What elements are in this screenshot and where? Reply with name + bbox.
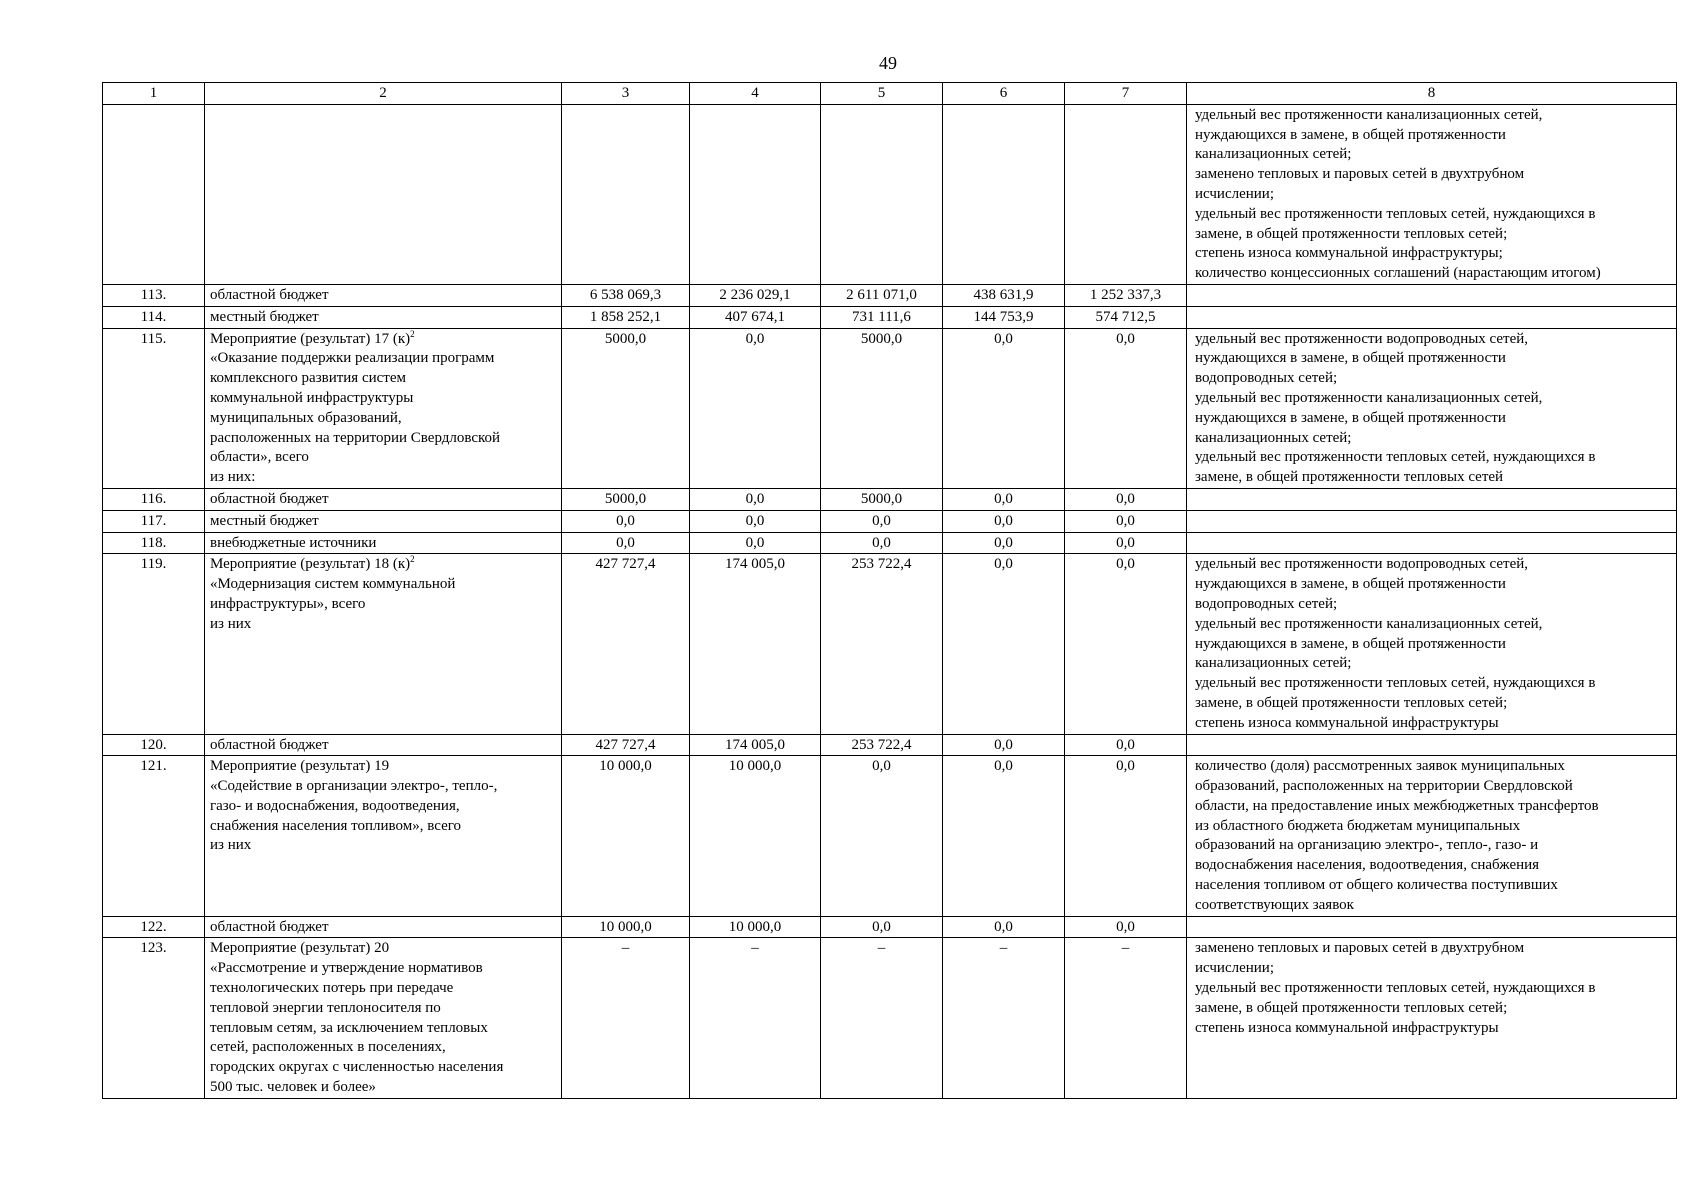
row-number	[103, 104, 205, 284]
result-line: водопроводных сетей;	[1195, 595, 1338, 612]
item-description	[205, 532, 562, 554]
column-header: 4	[690, 83, 821, 105]
result-line: соответствующих заявок	[1195, 896, 1354, 913]
description-line	[210, 939, 556, 959]
value-c3: 0,0	[562, 510, 690, 532]
value-c5: 2 611 071,0	[821, 284, 943, 306]
table-row	[103, 104, 1677, 284]
value-c5: 0,0	[821, 510, 943, 532]
column-header: 6	[943, 83, 1065, 105]
value-c7: 0,0	[1065, 532, 1187, 554]
value-c5: 0,0	[821, 916, 943, 938]
result-line: заменено тепловых и паровых сетей в двухтрубном	[1195, 940, 1525, 957]
result-line: водоснабжения населения, водоотведения, снабжения	[1195, 857, 1540, 874]
value-c5: 0,0	[821, 756, 943, 916]
value-c7: 0,0	[1065, 916, 1187, 938]
description-line	[210, 490, 556, 510]
result-line: удельный вес протяженности канализационных сетей,	[1195, 389, 1543, 406]
value-c4: 0,0	[690, 532, 821, 554]
header-row	[103, 83, 1677, 105]
table-row	[103, 916, 1677, 938]
row-number: 121.	[103, 756, 205, 916]
description-line	[210, 369, 556, 389]
description-line	[210, 1019, 556, 1039]
description-text: Мероприятие (результат) 17 (к)	[210, 330, 411, 347]
value-c6: 438 631,9	[943, 284, 1065, 306]
value-c4: 407 674,1	[690, 306, 821, 328]
budget-table	[102, 82, 1677, 1099]
value-c4: 0,0	[690, 510, 821, 532]
row-number: 120.	[103, 734, 205, 756]
value-c6: 0,0	[943, 532, 1065, 554]
result-indicators	[1187, 916, 1677, 938]
description-line	[210, 736, 556, 756]
value-c3: 10 000,0	[562, 916, 690, 938]
result-line: замене, в общей протяженности тепловых сетей;	[1195, 999, 1508, 1016]
description-line	[210, 979, 556, 999]
footnote-marker: 2	[410, 554, 415, 565]
description-text: из них	[210, 615, 252, 632]
description-text: «Рассмотрение и утверждение нормативов	[210, 960, 483, 977]
description-text: Мероприятие (результат) 19	[210, 758, 390, 775]
description-text: внебюджетные источники	[210, 534, 377, 551]
description-text: Мероприятие (результат) 18 (к)	[210, 556, 411, 573]
description-text: областной бюджет	[210, 736, 329, 753]
description-text: 500 тыс. человек и более»	[210, 1079, 376, 1096]
description-line	[210, 286, 556, 306]
description-text: снабжения населения топливом», всего	[210, 817, 462, 834]
result-line: из областного бюджета бюджетам муниципальных	[1195, 817, 1521, 834]
value-c7: 0,0	[1065, 554, 1187, 734]
value-c6	[943, 104, 1065, 284]
description-line	[210, 512, 556, 532]
value-c6: 0,0	[943, 756, 1065, 916]
result-line: количество (доля) рассмотренных заявок муниципальных	[1195, 758, 1565, 775]
result-indicators	[1187, 938, 1677, 1098]
value-c7: 574 712,5	[1065, 306, 1187, 328]
table-row	[103, 532, 1677, 554]
value-c5: 0,0	[821, 532, 943, 554]
value-c5	[821, 104, 943, 284]
row-number: 116.	[103, 488, 205, 510]
value-c6: 0,0	[943, 554, 1065, 734]
description-line	[210, 918, 556, 938]
description-line	[210, 615, 556, 635]
result-line: удельный вес протяженности канализационных сетей,	[1195, 106, 1543, 123]
value-c5: –	[821, 938, 943, 1098]
column-header: 7	[1065, 83, 1187, 105]
result-line: удельный вес протяженности тепловых сетей, нуждающихся в	[1195, 205, 1596, 222]
description-line	[210, 555, 556, 575]
description-line	[210, 534, 556, 554]
result-line: количество концессионных соглашений (нарастающим итогом)	[1195, 265, 1601, 282]
value-c5: 5000,0	[821, 328, 943, 488]
result-indicators	[1187, 104, 1677, 284]
description-line	[210, 575, 556, 595]
value-c4: 0,0	[690, 328, 821, 488]
description-line	[210, 429, 556, 449]
result-line: замене, в общей протяженности тепловых сетей	[1195, 469, 1504, 486]
result-line: удельный вес протяженности канализационных сетей,	[1195, 615, 1543, 632]
value-c5: 253 722,4	[821, 734, 943, 756]
column-header: 5	[821, 83, 943, 105]
description-text: из них	[210, 837, 252, 854]
result-line: степень износа коммунальной инфраструктуры;	[1195, 245, 1503, 262]
description-text: местный бюджет	[210, 512, 319, 529]
description-text: «Модернизация систем коммунальной	[210, 576, 456, 593]
result-line: заменено тепловых и паровых сетей в двухтрубном	[1195, 166, 1525, 183]
description-line	[210, 757, 556, 777]
result-line: удельный вес протяженности водопроводных сетей,	[1195, 330, 1529, 347]
description-line	[210, 797, 556, 817]
value-c3: 1 858 252,1	[562, 306, 690, 328]
column-header: 3	[562, 83, 690, 105]
value-c4: 10 000,0	[690, 756, 821, 916]
description-line	[210, 817, 556, 837]
table-row	[103, 284, 1677, 306]
description-text: тепловой энергии теплоносителя по	[210, 999, 441, 1016]
item-description	[205, 554, 562, 734]
description-line	[210, 308, 556, 328]
description-text: «Содействие в организации электро-, тепло-,	[210, 778, 498, 795]
value-c4: 10 000,0	[690, 916, 821, 938]
result-line: нуждающихся в замене, в общей протяженности	[1195, 126, 1506, 143]
item-description	[205, 916, 562, 938]
description-line	[210, 349, 556, 369]
result-line: нуждающихся в замене, в общей протяженности	[1195, 576, 1506, 593]
value-c7: 0,0	[1065, 734, 1187, 756]
result-indicators	[1187, 306, 1677, 328]
description-text: технологических потерь при передаче	[210, 980, 454, 997]
item-description	[205, 284, 562, 306]
value-c7: 0,0	[1065, 510, 1187, 532]
result-indicators	[1187, 488, 1677, 510]
row-number: 113.	[103, 284, 205, 306]
description-line	[210, 1078, 556, 1098]
description-text: газо- и водоснабжения, водоотведения,	[210, 797, 460, 814]
description-text: комплексного развития систем	[210, 370, 407, 387]
item-description	[205, 328, 562, 488]
column-header: 8	[1187, 83, 1677, 105]
result-line: степень износа коммунальной инфраструктуры	[1195, 714, 1499, 731]
result-line: области, на предоставление иных межбюджетных трансфертов	[1195, 797, 1599, 814]
value-c6: 0,0	[943, 734, 1065, 756]
value-c3: 427 727,4	[562, 554, 690, 734]
description-text: областной бюджет	[210, 490, 329, 507]
result-line: образований на организацию электро-, тепло-, газо- и	[1195, 837, 1539, 854]
value-c3: 5000,0	[562, 328, 690, 488]
value-c7: 0,0	[1065, 756, 1187, 916]
value-c4: –	[690, 938, 821, 1098]
value-c7: 0,0	[1065, 328, 1187, 488]
result-line: исчислении;	[1195, 185, 1275, 202]
description-text: местный бюджет	[210, 308, 319, 325]
result-indicators	[1187, 328, 1677, 488]
result-line: замене, в общей протяженности тепловых сетей;	[1195, 694, 1508, 711]
result-line: удельный вес протяженности тепловых сетей, нуждающихся в	[1195, 675, 1596, 692]
item-description	[205, 734, 562, 756]
item-description	[205, 938, 562, 1098]
result-indicators	[1187, 756, 1677, 916]
result-line: степень износа коммунальной инфраструктуры	[1195, 1019, 1499, 1036]
row-number: 117.	[103, 510, 205, 532]
result-line: канализационных сетей;	[1195, 429, 1352, 446]
result-line: канализационных сетей;	[1195, 146, 1352, 163]
value-c6: –	[943, 938, 1065, 1098]
table-row	[103, 488, 1677, 510]
description-text: областной бюджет	[210, 918, 329, 935]
value-c6: 0,0	[943, 328, 1065, 488]
value-c3: 10 000,0	[562, 756, 690, 916]
value-c4	[690, 104, 821, 284]
description-text: сетей, расположенных в поселениях,	[210, 1039, 446, 1056]
description-text: расположенных на территории Свердловской	[210, 429, 501, 446]
value-c4: 174 005,0	[690, 554, 821, 734]
description-line	[210, 595, 556, 615]
item-description	[205, 756, 562, 916]
table-row	[103, 938, 1677, 1098]
result-line: замене, в общей протяженности тепловых сетей;	[1195, 225, 1508, 242]
description-line	[210, 959, 556, 979]
value-c4: 2 236 029,1	[690, 284, 821, 306]
value-c5: 5000,0	[821, 488, 943, 510]
item-description	[205, 306, 562, 328]
description-line	[210, 468, 556, 488]
description-line	[210, 836, 556, 856]
value-c7	[1065, 104, 1187, 284]
result-indicators	[1187, 284, 1677, 306]
row-number: 123.	[103, 938, 205, 1098]
item-description	[205, 488, 562, 510]
table-row	[103, 328, 1677, 488]
value-c6: 0,0	[943, 510, 1065, 532]
table-row	[103, 756, 1677, 916]
description-text: области», всего	[210, 449, 309, 466]
item-description	[205, 510, 562, 532]
value-c3	[562, 104, 690, 284]
value-c7: –	[1065, 938, 1187, 1098]
page-number: 49	[879, 53, 897, 73]
result-line: нуждающихся в замене, в общей протяженности	[1195, 409, 1506, 426]
table-row	[103, 306, 1677, 328]
value-c6: 0,0	[943, 916, 1065, 938]
result-indicators	[1187, 532, 1677, 554]
result-line: водопроводных сетей;	[1195, 370, 1338, 387]
value-c4: 0,0	[690, 488, 821, 510]
footnote-marker: 2	[410, 328, 415, 339]
result-line: населения топливом от общего количества поступивших	[1195, 877, 1558, 894]
description-text: из них:	[210, 469, 256, 486]
row-number: 114.	[103, 306, 205, 328]
item-description	[205, 104, 562, 284]
description-text: городских округах с численностью населения	[210, 1059, 504, 1076]
result-line: удельный вес протяженности тепловых сетей, нуждающихся в	[1195, 980, 1596, 997]
result-indicators	[1187, 734, 1677, 756]
row-number: 115.	[103, 328, 205, 488]
value-c5: 731 111,6	[821, 306, 943, 328]
result-line: канализационных сетей;	[1195, 655, 1352, 672]
value-c5: 253 722,4	[821, 554, 943, 734]
description-text: Мероприятие (результат) 20	[210, 940, 390, 957]
result-line: исчислении;	[1195, 960, 1275, 977]
description-line	[210, 999, 556, 1019]
value-c7: 1 252 337,3	[1065, 284, 1187, 306]
description-text: инфраструктуры», всего	[210, 595, 366, 612]
value-c7: 0,0	[1065, 488, 1187, 510]
result-indicators	[1187, 554, 1677, 734]
table-row	[103, 554, 1677, 734]
description-line	[210, 777, 556, 797]
value-c4: 174 005,0	[690, 734, 821, 756]
description-text: муниципальных образований,	[210, 409, 402, 426]
description-text: областной бюджет	[210, 286, 329, 303]
value-c3: –	[562, 938, 690, 1098]
result-line: удельный вес протяженности тепловых сетей, нуждающихся в	[1195, 449, 1596, 466]
result-line: нуждающихся в замене, в общей протяженности	[1195, 350, 1506, 367]
value-c3: 5000,0	[562, 488, 690, 510]
result-indicators	[1187, 510, 1677, 532]
result-line: нуждающихся в замене, в общей протяженности	[1195, 635, 1506, 652]
description-line	[210, 389, 556, 409]
description-line	[210, 1038, 556, 1058]
value-c3: 0,0	[562, 532, 690, 554]
description-line	[210, 330, 556, 350]
row-number: 119.	[103, 554, 205, 734]
value-c3: 427 727,4	[562, 734, 690, 756]
description-line	[210, 448, 556, 468]
table-row	[103, 734, 1677, 756]
value-c3: 6 538 069,3	[562, 284, 690, 306]
table-row	[103, 510, 1677, 532]
description-text: тепловым сетям, за исключением тепловых	[210, 1019, 488, 1036]
result-line: удельный вес протяженности водопроводных сетей,	[1195, 556, 1529, 573]
description-line	[210, 1058, 556, 1078]
result-line: образований, расположенных на территории Свердловской	[1195, 778, 1573, 795]
description-text: «Оказание поддержки реализации программ	[210, 350, 495, 367]
column-header: 2	[205, 83, 562, 105]
column-header: 1	[103, 83, 205, 105]
row-number: 122.	[103, 916, 205, 938]
description-text: коммунальной инфраструктуры	[210, 389, 414, 406]
description-line	[210, 409, 556, 429]
row-number: 118.	[103, 532, 205, 554]
value-c6: 144 753,9	[943, 306, 1065, 328]
value-c6: 0,0	[943, 488, 1065, 510]
